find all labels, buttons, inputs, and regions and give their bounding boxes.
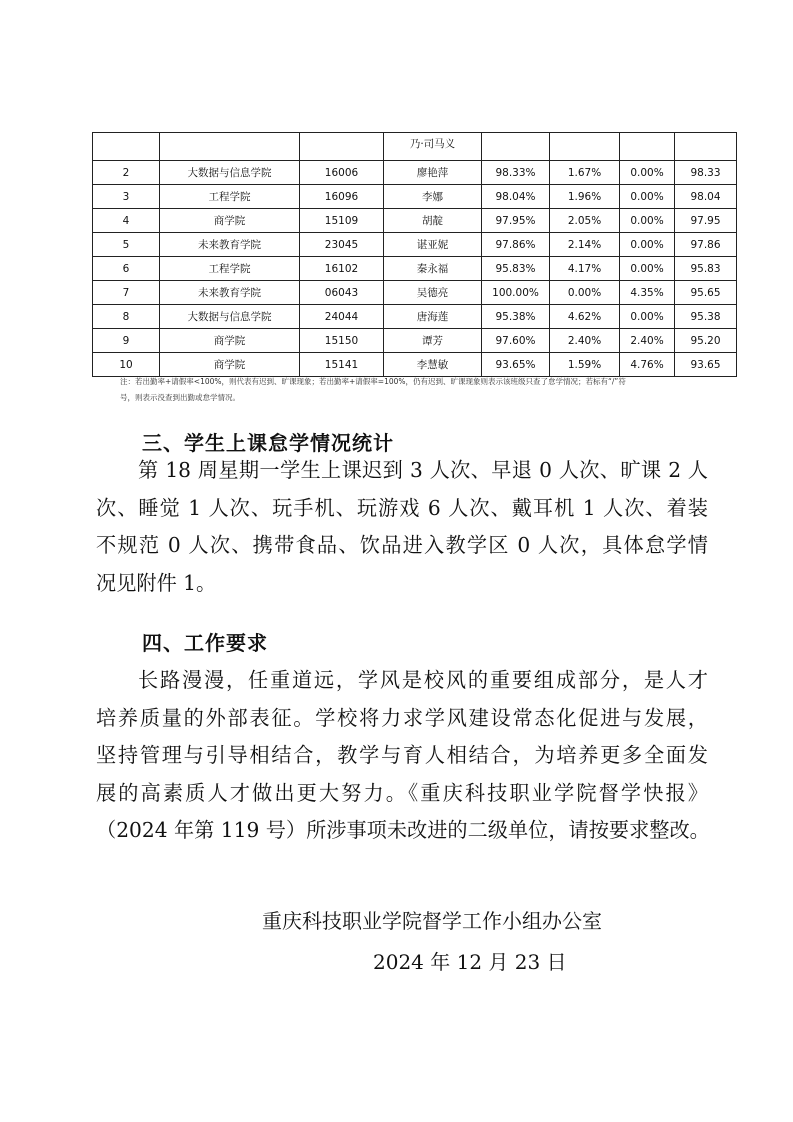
table-cell: 1.59% [550, 353, 620, 377]
table-cell [93, 133, 160, 161]
table-cell: 7 [93, 281, 160, 305]
table-cell: 97.60% [482, 329, 550, 353]
table-cell: 胡靛 [384, 209, 482, 233]
table-cell: 1.67% [550, 161, 620, 185]
table-cell [675, 133, 737, 161]
table-row [93, 257, 737, 281]
section3-paragraph [96, 452, 708, 602]
table-cell: 4.76% [620, 353, 675, 377]
table-cell: 大数据与信息学院 [160, 161, 300, 185]
paragraph-line: 第 18 周星期一学生上课迟到 3 人次、早退 0 人次、旷课 2 人 [138, 458, 708, 482]
table-cell: 95.20 [675, 329, 737, 353]
table-cell: 工程学院 [160, 185, 300, 209]
table-cell: 0.00% [620, 257, 675, 281]
table-cell: 李娜 [384, 185, 482, 209]
table-cell: 97.95 [675, 209, 737, 233]
table-cell: 商学院 [160, 353, 300, 377]
table-cell: 2.14% [550, 233, 620, 257]
table-row [93, 185, 737, 209]
table-cell: 4.62% [550, 305, 620, 329]
table-row [93, 281, 737, 305]
table-row [93, 161, 737, 185]
table-cell: 98.33% [482, 161, 550, 185]
table-cell: 5 [93, 233, 160, 257]
table-cell: 15109 [300, 209, 384, 233]
paragraph-line: 坚持管理与引导相结合，教学与育人相结合，为培养更多全面发 [96, 743, 708, 767]
table-cell: 2.40% [550, 329, 620, 353]
paragraph-line: 长路漫漫，任重道远，学风是校风的重要组成部分，是人才 [138, 668, 708, 692]
paragraph-line: 况见附件 1。 [96, 570, 217, 595]
table-cell: 97.86% [482, 233, 550, 257]
table-cell: 0.00% [550, 281, 620, 305]
table-cell [160, 133, 300, 161]
paragraph-line: 次、睡觉 1 人次、玩手机、玩游戏 6 人次、戴耳机 1 人次、着装 [96, 495, 708, 520]
table-cell: 谭芳 [384, 329, 482, 353]
paragraph-line: 培养质量的外部表征。学校将力求学风建设常态化促进与发展， [96, 705, 708, 730]
paragraph-line: （2024 年第 119 号）所涉事项未改进的二级单位，请按要求整改。 [96, 818, 710, 842]
table-footnote [120, 374, 702, 406]
table-row [93, 305, 737, 329]
table-cell: 廖艳萍 [384, 161, 482, 185]
table-cell: 93.65% [482, 353, 550, 377]
table-cell: 0.00% [620, 209, 675, 233]
table-cell: 0.00% [620, 233, 675, 257]
table-cell: 97.95% [482, 209, 550, 233]
table-cell: 大数据与信息学院 [160, 305, 300, 329]
table-cell: 2.05% [550, 209, 620, 233]
table-cell: 06043 [300, 281, 384, 305]
table-cell [620, 133, 675, 161]
paragraph-line: 展的高素质人才做出更大努力。《重庆科技职业学院督学快报》 [96, 780, 708, 805]
table-cell: 98.04 [675, 185, 737, 209]
table-cell: 95.83% [482, 257, 550, 281]
table-row [93, 133, 737, 161]
table-cell: 98.04% [482, 185, 550, 209]
table-cell: 工程学院 [160, 257, 300, 281]
table-cell: 15141 [300, 353, 384, 377]
section4-heading: 四、工作要求 [142, 631, 268, 655]
table-cell: 95.38 [675, 305, 737, 329]
table-cell: 4.17% [550, 257, 620, 281]
section4-paragraph [96, 662, 708, 850]
table-row [93, 233, 737, 257]
table-cell: 商学院 [160, 329, 300, 353]
table-cell: 4.35% [620, 281, 675, 305]
table-cell: 16102 [300, 257, 384, 281]
table-cell: 未来教育学院 [160, 233, 300, 257]
table-cell: 23045 [300, 233, 384, 257]
table-cell: 谌亚妮 [384, 233, 482, 257]
table-cell [300, 133, 384, 161]
table-cell: 95.83 [675, 257, 737, 281]
table-cell: 0.00% [620, 305, 675, 329]
table-cell: 3 [93, 185, 160, 209]
table-cell: 10 [93, 353, 160, 377]
signature-date: 2024 年 12 月 23 日 [373, 950, 567, 974]
table-cell: 乃·司马义 [384, 133, 482, 161]
table-cell: 未来教育学院 [160, 281, 300, 305]
table-cell: 0.00% [620, 161, 675, 185]
table-cell: 0.00% [620, 185, 675, 209]
table-cell: 8 [93, 305, 160, 329]
table-cell: 16006 [300, 161, 384, 185]
table-cell: 95.38% [482, 305, 550, 329]
table-cell: 2 [93, 161, 160, 185]
table-cell: 9 [93, 329, 160, 353]
table-cell: 95.65 [675, 281, 737, 305]
section3-heading: 三、学生上课怠学情况统计 [142, 431, 394, 455]
table-row [93, 329, 737, 353]
table-cell [482, 133, 550, 161]
table-row [93, 353, 737, 377]
table-cell: 6 [93, 257, 160, 281]
footnote-line: 号，则表示没查到出勤或怠学情况。 [120, 393, 240, 402]
table-cell: 秦永福 [384, 257, 482, 281]
table-cell: 100.00% [482, 281, 550, 305]
footnote-line: 注：若出勤率+请假率<100%，则代表有迟到、旷课现象；若出勤率+请假率=100%，仍有迟到、旷课现象则表示该班级只查了怠学情况；若标有“/”符 [120, 377, 626, 386]
table-cell: 商学院 [160, 209, 300, 233]
table-cell: 2.40% [620, 329, 675, 353]
table-cell: 98.33 [675, 161, 737, 185]
table-cell [550, 133, 620, 161]
paragraph-line: 不规范 0 人次、携带食品、饮品进入教学区 0 人次，具体怠学情 [96, 533, 708, 557]
table-cell: 李慧敏 [384, 353, 482, 377]
signature-office: 重庆科技职业学院督学工作小组办公室 [262, 909, 602, 933]
table-cell: 24044 [300, 305, 384, 329]
table-cell: 15150 [300, 329, 384, 353]
table-row [93, 209, 737, 233]
table-cell: 吴德亮 [384, 281, 482, 305]
table-cell: 97.86 [675, 233, 737, 257]
table-cell: 16096 [300, 185, 384, 209]
ranking-table [92, 132, 737, 377]
table-cell: 93.65 [675, 353, 737, 377]
table-cell: 唐海莲 [384, 305, 482, 329]
table-cell: 1.96% [550, 185, 620, 209]
table-cell: 4 [93, 209, 160, 233]
